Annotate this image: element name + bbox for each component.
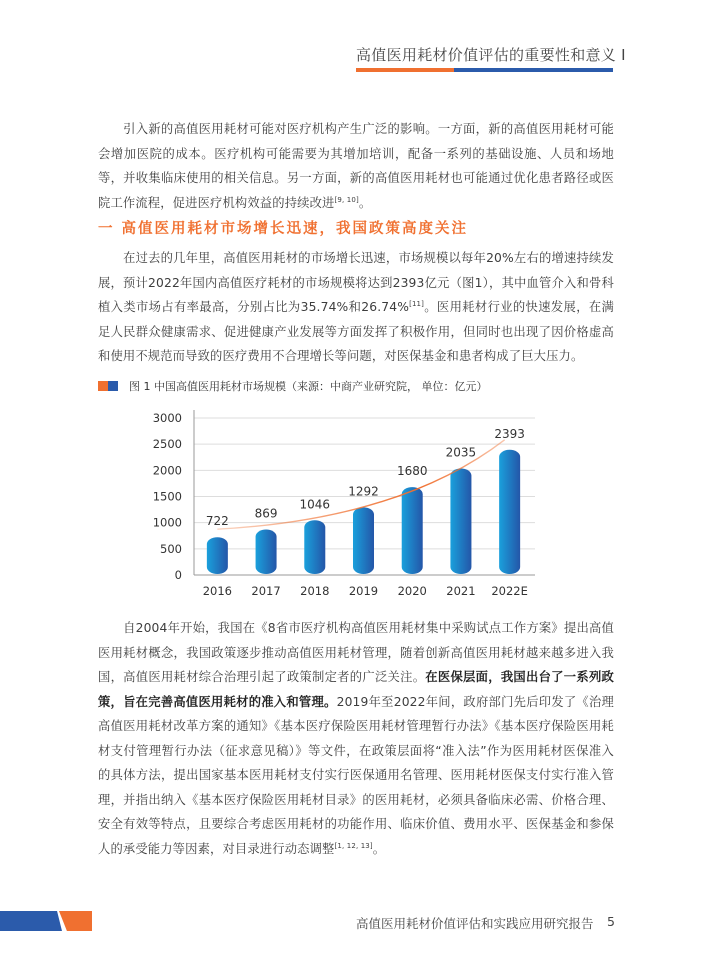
data-label: 722 bbox=[205, 514, 229, 529]
data-label: 869 bbox=[254, 506, 278, 521]
policy-paragraph bbox=[98, 616, 614, 861]
figure-caption-text: 图 1 中国高值医用耗材市场规模（来源：中商产业研究院， 单位：亿元） bbox=[129, 380, 488, 393]
policy-bold-text: 在医保层面，我国出台了一系列政策，旨在完善高值医用耗材的准入和管理。 bbox=[98, 670, 614, 709]
page-number: 5 bbox=[607, 914, 615, 929]
section-heading: 一 高值医用耗材市场增长迅速，我国政策高度关注 bbox=[98, 221, 469, 237]
y-tick-label: 2500 bbox=[152, 437, 182, 452]
market-text-a: 在过去的几年里，高值医用耗材的市场增长迅速，市场规模以每年20%左右的增速持续发展，预计2022年国内高值医疗耗材的市场规模将达到2393亿元（图1），其中血管介入和骨科植入类市场占有率最高，分别占比为35.74%和26.74% bbox=[98, 251, 614, 314]
header-underline-blue bbox=[454, 68, 613, 72]
data-label: 2393 bbox=[494, 426, 525, 441]
x-tick-label: 2019 bbox=[348, 584, 379, 598]
punctuation: 。 bbox=[372, 841, 386, 856]
data-label: 1292 bbox=[348, 484, 379, 499]
bar-2018 bbox=[304, 520, 325, 574]
x-tick-label: 2016 bbox=[202, 584, 232, 598]
x-tick-label: 2020 bbox=[397, 584, 427, 598]
header-underline bbox=[356, 68, 613, 72]
header-underline-orange bbox=[356, 68, 454, 72]
data-label: 1046 bbox=[299, 497, 331, 512]
y-tick-label: 2000 bbox=[152, 463, 182, 478]
policy-text-a: 自2004年开始，我国在《8省市医疗机构高值医用耗材集中采购试点工作方案》提出高值医用耗材概念，我国政策逐步推动高值医用耗材管理，随着创新高值医用耗材越来越多进入我国，高值医用耗材综合治理引起了政策制定者的广泛关注。 bbox=[98, 621, 614, 684]
figure-caption bbox=[98, 378, 488, 394]
bar-2016 bbox=[207, 537, 228, 574]
y-tick-label: 1500 bbox=[152, 489, 182, 504]
market-text-b: 。医用耗材行业的快速发展，在满足人民群众健康需求、促进健康产业发展等方面发挥了积极作用，但同时也出现了因价格虚高和使用不规范而导致的医疗费用不合理增长等问题，对医保基金和患者构成了巨大压力。 bbox=[98, 300, 614, 363]
x-tick-label: 2021 bbox=[446, 584, 476, 598]
x-tick-label: 2018 bbox=[300, 584, 330, 598]
policy-text-b: 2019年至2022年间，政府部门先后印发了《治理高值医用耗材改革方案的通知》《基本医疗保险医用耗材管理暂行办法》《基本医疗保险医用耗材支付管理暂行办法（征求意见稿）》等文件，在政策层面将“准入法”作为医用耗材医保准入的具体方法，提出国家基本医用耗材支付实行医保通用名管理、医用耗材医保支付实行准入管理，并指出纳入《基本医疗保险医用耗材目录》的医用耗材，必须具备临床必需、价格合理、安全有效等特点，且要综合考虑医用耗材的功能作用、临床价值、费用水平、医保基金和参保人的承受能力等因素，对目录进行动态调整 bbox=[98, 694, 614, 856]
footer-report-title: 高值医用耗材价值评估和实践应用研究报告 bbox=[356, 916, 594, 931]
citation: [9, 10] bbox=[334, 195, 359, 204]
y-tick-label: 1000 bbox=[152, 515, 182, 530]
caption-blue-square-icon bbox=[108, 381, 118, 391]
bar-2019 bbox=[353, 507, 374, 574]
bar-2020 bbox=[402, 487, 423, 574]
y-tick-label: 3000 bbox=[152, 411, 182, 425]
bar-2022E bbox=[499, 450, 520, 574]
data-label: 2035 bbox=[445, 445, 477, 460]
bar-2021 bbox=[450, 469, 471, 574]
intro-text: 引入新的高值医用耗材可能对医疗机构产生广泛的影响。一方面，新的高值医用耗材可能会增加医院的成本。医疗机构可能需要为其增加培训，配备一系列的基础设施、人员和场地等，并收集临床使用的相关信息。另一方面，新的高值医用耗材也可能通过优化患者路径或医院工作流程，促进医疗机构效益的持续改进 bbox=[98, 122, 614, 210]
caption-orange-square-icon bbox=[98, 381, 108, 391]
citation: [1, 12, 13] bbox=[334, 841, 373, 850]
data-label: 1680 bbox=[396, 464, 428, 479]
punctuation: 。 bbox=[358, 195, 372, 210]
y-tick-label: 0 bbox=[174, 568, 182, 582]
market-size-bar-chart bbox=[140, 400, 560, 610]
x-axis bbox=[203, 584, 528, 598]
y-tick-label: 500 bbox=[160, 541, 182, 556]
running-header-title: 高值医用耗材价值评估的重要性和意义 I bbox=[356, 46, 626, 64]
footer-blue-bar bbox=[0, 911, 62, 931]
market-paragraph bbox=[98, 246, 614, 369]
footer-orange-bar bbox=[59, 911, 92, 931]
bar-2017 bbox=[256, 530, 277, 574]
x-tick-label: 2017 bbox=[251, 584, 281, 598]
intro-paragraph bbox=[98, 117, 614, 215]
x-tick-label: 2022E bbox=[491, 584, 528, 598]
citation: [11] bbox=[409, 299, 425, 308]
